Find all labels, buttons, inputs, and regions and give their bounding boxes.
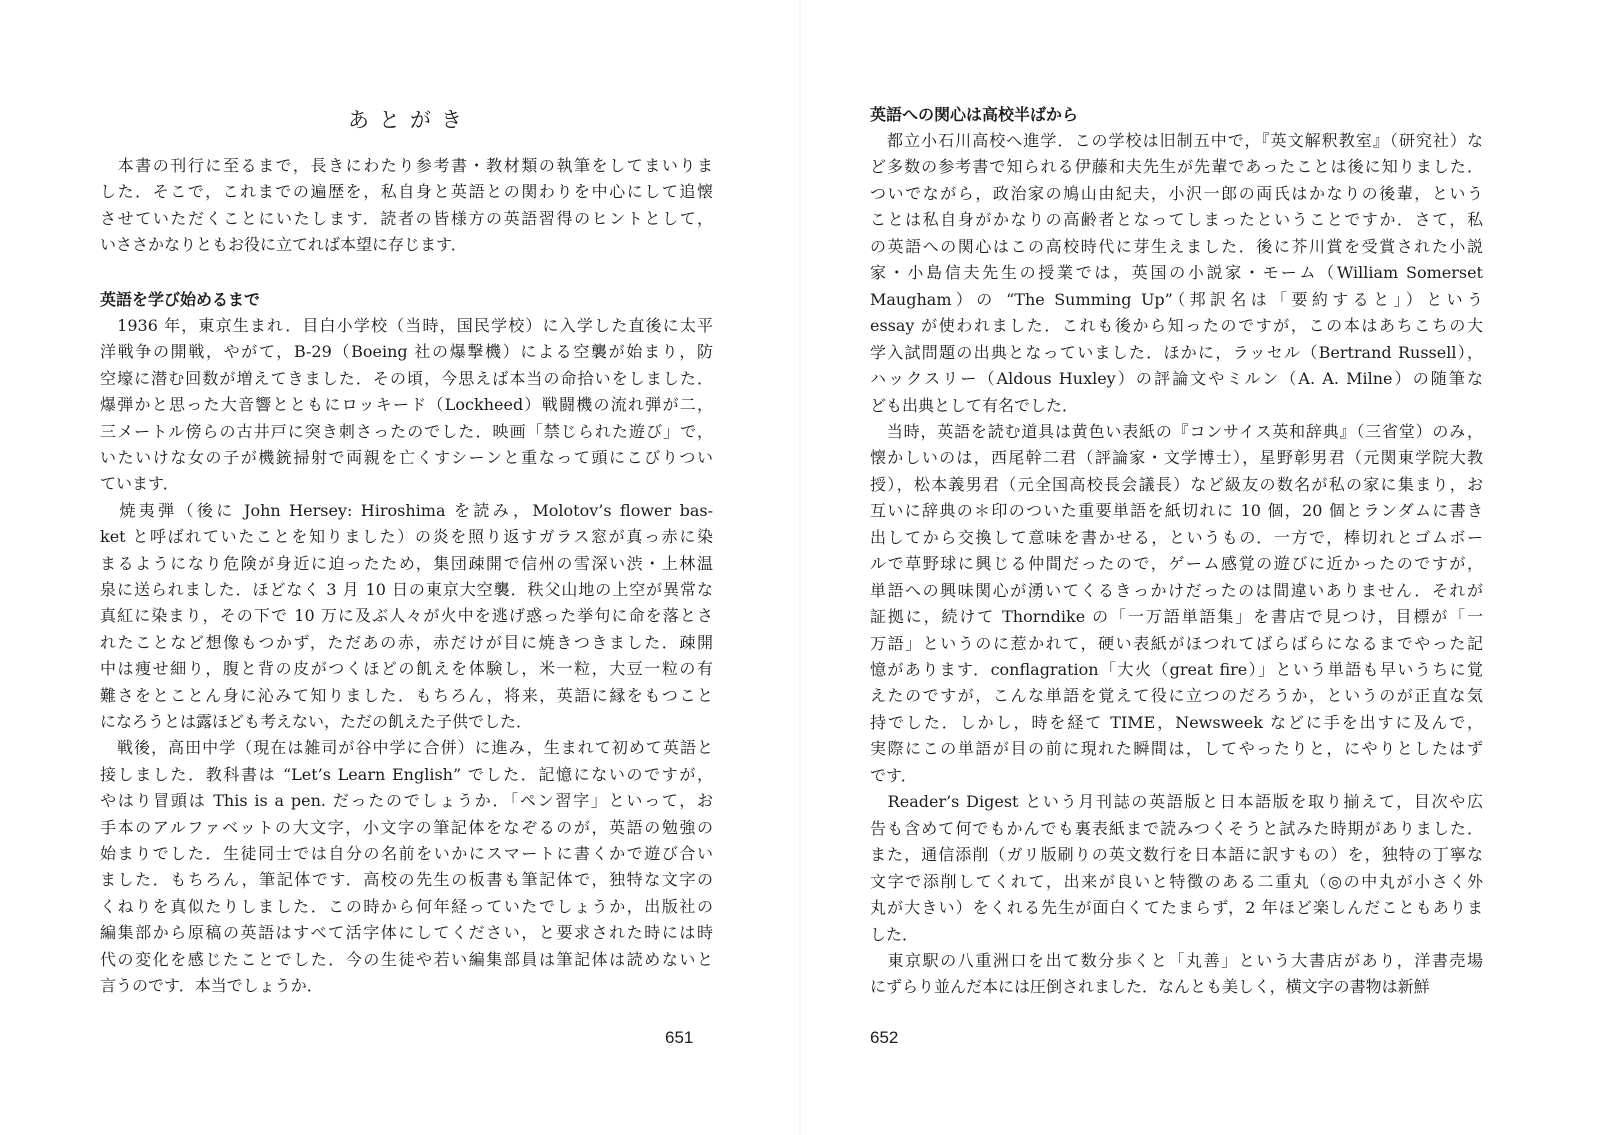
text-line: 焼夷弾（後に John Hersey: Hiroshima を読み，Molotov’s flower bas- xyxy=(100,500,713,520)
text-line: 証拠に，続けて Thorndike の「一万語単語集」を書店で見つけ，目標が「一 xyxy=(870,607,1483,627)
text-line: ています． xyxy=(100,474,179,494)
text-line: 空壕に潜む回数が増えてきました．その頃，今思えば本当の命拾いをしました． xyxy=(100,368,713,388)
text-line: Maugham）の “The Summing Up”（邦訳名は「要約すると」）という xyxy=(870,289,1483,309)
text-line: また，通信添削（ガリ版刷りの英文数行を日本語に訳すもの）を，独特の丁寧な xyxy=(870,845,1483,865)
text-line: 万語」というのに惹かれて，硬い表紙がほつれてばらばらになるまでやった記 xyxy=(870,633,1483,653)
text-line: ルで草野球に興じる仲間だったので，ゲーム感覚の遊びに近かったのですが， xyxy=(870,554,1483,574)
text-line: 家・小島信夫先生の授業では，英国の小説家・モーム（William Somerset xyxy=(870,263,1483,283)
text-line: ket と呼ばれていたことを知りました）の炎を照り返すガラス窓が真っ赤に染 xyxy=(100,527,713,547)
page-number: 652 xyxy=(870,1028,899,1047)
text-line: 戦後，高田中学（現在は雑司が谷中学に合併）に進み，生まれて初めて英語と xyxy=(100,738,713,758)
text-line: になろうとは露ほども考えない，ただの飢えた子供でした． xyxy=(100,712,533,731)
text-line: 単語への興味関心が湧いてくるきっかけだったのは間違いありません．それが xyxy=(870,580,1483,600)
text-line: 三メートル傍らの古井戸に突き刺さったのでした．映画「禁じられた遊び」で， xyxy=(100,421,713,441)
text-line: 当時，英語を読む道具は黄色い表紙の『コンサイス英和辞典』（三省堂）のみ， xyxy=(870,421,1483,441)
text-line: ついでながら，政治家の鳩山由紀夫，小沢一郎の両氏はかなりの後輩，という xyxy=(870,183,1483,203)
text-line: 洋戦争の開戦，やがて，B-29（Boeing 社の爆撃機）による空襲が始まり，防 xyxy=(100,342,713,362)
text-line: です． xyxy=(870,765,917,785)
text-line: 憶があります．conflagration「大火（great fire）」という単語も早いうちに覚 xyxy=(870,660,1483,679)
page-title: あとがき xyxy=(348,108,472,132)
text-line: の英語への関心はこの高校時代に芽生えました．後に芥川賞を受賞された小説 xyxy=(870,236,1483,256)
text-line: した．そこで，これまでの遍歴を，私自身と英語との関わりを中心にして追懐 xyxy=(100,182,713,202)
text-line: ども出典として有名でした． xyxy=(870,395,1079,415)
text-line: やはり冒頭は This is a pen. だったのでしょうか．「ペン習字」といって，お xyxy=(100,791,713,811)
text-line: 編集部から原稿の英語はすべて活字体にしてください，と要求された時には時 xyxy=(100,923,713,943)
text-line: 実際にこの単語が目の前に現れた瞬間は，してやったりと，にやりとしたはず xyxy=(870,739,1483,759)
text-line: 接しました．教科書は “Let’s Learn English” でした．記憶にないのですが， xyxy=(100,764,713,784)
text-line: 持でした．しかし，時を経て TIME，Newsweek などに手を出すに及んで， xyxy=(870,712,1483,732)
text-line: いたいけな女の子が機銃掃射で両親を亡くすシーンと重なって頭にこびりつい xyxy=(100,448,713,467)
text-line: 互いに辞典の＊印のついた重要単語を紙切れに 10 個，20 個とランダムに書き xyxy=(870,501,1483,521)
text-line: 学入試問題の出典となっていました．ほかに，ラッセル（Bertrand Russell）， xyxy=(870,342,1483,362)
text-line: ど多数の参考書で知られる伊藤和夫先生が先輩であったことは後に知りました． xyxy=(870,157,1483,177)
text-line: ハックスリー（Aldous Huxley）の評論文やミルン（A. A. Milne）の随筆な xyxy=(870,369,1483,389)
text-line: いささかなりともお役に立てれば本望に存じます． xyxy=(100,235,467,255)
text-line: 始まりでした．生徒同士では自分の名前をいかにスマートに書くかで遊び合い xyxy=(100,844,713,863)
text-line: 泉に送られました．ほどなく 3 月 10 日の東京大空襲．秩父山地の上空が異常な xyxy=(100,580,713,599)
text-line: 真紅に染まり，その下で 10 万に及ぶ人々が火中を逃げ惑った挙句に命を落とさ xyxy=(100,606,713,626)
text-line: くねりを真似たりしました．この時から何年経っていたでしょうか，出版社の xyxy=(100,896,713,916)
text-line: 手本のアルファベットの大文字，小文字の筆記体をなぞるのが，英語の勉強の xyxy=(100,817,713,837)
text-line: 授），松本義男君（元全国高校長会議長）など級友の数名が私の家に集まり，お xyxy=(870,474,1483,494)
text-line: 都立小石川高校へ進学．この学校は旧制五中で，『英文解釈教室』（研究社）な xyxy=(870,131,1483,150)
text-line: 出してから交換して意味を書かせる，というもの．一方で，棒切れとゴムボー xyxy=(870,527,1483,547)
section-heading: 英語への関心は高校半ばから xyxy=(870,105,1079,124)
text-line: した． xyxy=(870,924,919,944)
text-line: にずらり並んだ本には圧倒されました．なんとも美しく，横文字の書物は新鮮 xyxy=(870,977,1430,997)
text-line: 懐かしいのは，西尾幹二君（評論家・文学博士），星野彰男君（元関東学院大教 xyxy=(870,448,1483,468)
text-line: 東京駅の八重洲口を出て数分歩くと「丸善」という大書店があり，洋書売場 xyxy=(870,950,1483,970)
text-line: ことは私自身がかなりの高齢者となってしまったということですか．さて，私 xyxy=(870,210,1483,230)
page-number: 651 xyxy=(665,1028,694,1047)
text-line: 丸が大きい）をくれる先生が面白くてたまらず，2 年ほど楽しんだこともありま xyxy=(870,898,1483,918)
text-line: 言うのです．本当でしょうか． xyxy=(100,976,323,995)
text-line: 本書の刊行に至るまで，長きにわたり参考書・教材類の執筆をしてまいりま xyxy=(100,156,713,175)
text-line: えたのですが，こんな単語を覚えて役に立つのだろうか，というのが正直な気 xyxy=(870,686,1483,706)
text-line: 1936 年，東京生まれ．目白小学校（当時，国民学校）に入学した直後に太平 xyxy=(100,316,713,335)
text-line: 中は痩せ細り，腹と背の皮がつくほどの飢えを体験し，米一粒，大豆一粒の有 xyxy=(100,659,713,679)
text-line: 代の変化を感じたことでした．今の生徒や若い編集部員は筆記体は読めないと xyxy=(100,949,713,969)
text-line: 告も含めて何でもかんでも裏表紙まで読みつくそうと試みた時期がありました． xyxy=(870,818,1483,838)
text-line: させていただくことにいたします．読者の皆様方の英語習得のヒントとして， xyxy=(100,208,713,228)
right-page xyxy=(800,0,1600,1135)
text-line: Reader’s Digest という月刊誌の英語版と日本語版を取り揃えて，目次や広 xyxy=(870,792,1483,812)
text-line: 難さをとことん身に沁みて知りました．もちろん，将来，英語に縁をもつこと xyxy=(100,685,713,705)
text-line: れたことなど想像もつかず，ただあの赤，赤だけが目に焼きつきました．疎開 xyxy=(100,632,713,652)
text-line: 文字で添削してくれて，出来が良いと特徴のある二重丸（◎の中丸が小さく外 xyxy=(870,871,1483,891)
text-line: essay が使われました．これも後から知ったのですが，この本はあちこちの大 xyxy=(870,316,1483,336)
text-line: まるようになり危険が身近に迫ったため，集団疎開で信州の雪深い渋・上林温 xyxy=(100,553,713,573)
text-line: 爆弾かと思った大音響とともにロッキード（Lockheed）戦闘機の流れ弾が二， xyxy=(100,395,713,415)
section-heading: 英語を学び始めるまで xyxy=(100,290,261,309)
text-line: ました．もちろん，筆記体です．高校の先生の板書も筆記体で，独特な文字の xyxy=(100,870,713,890)
